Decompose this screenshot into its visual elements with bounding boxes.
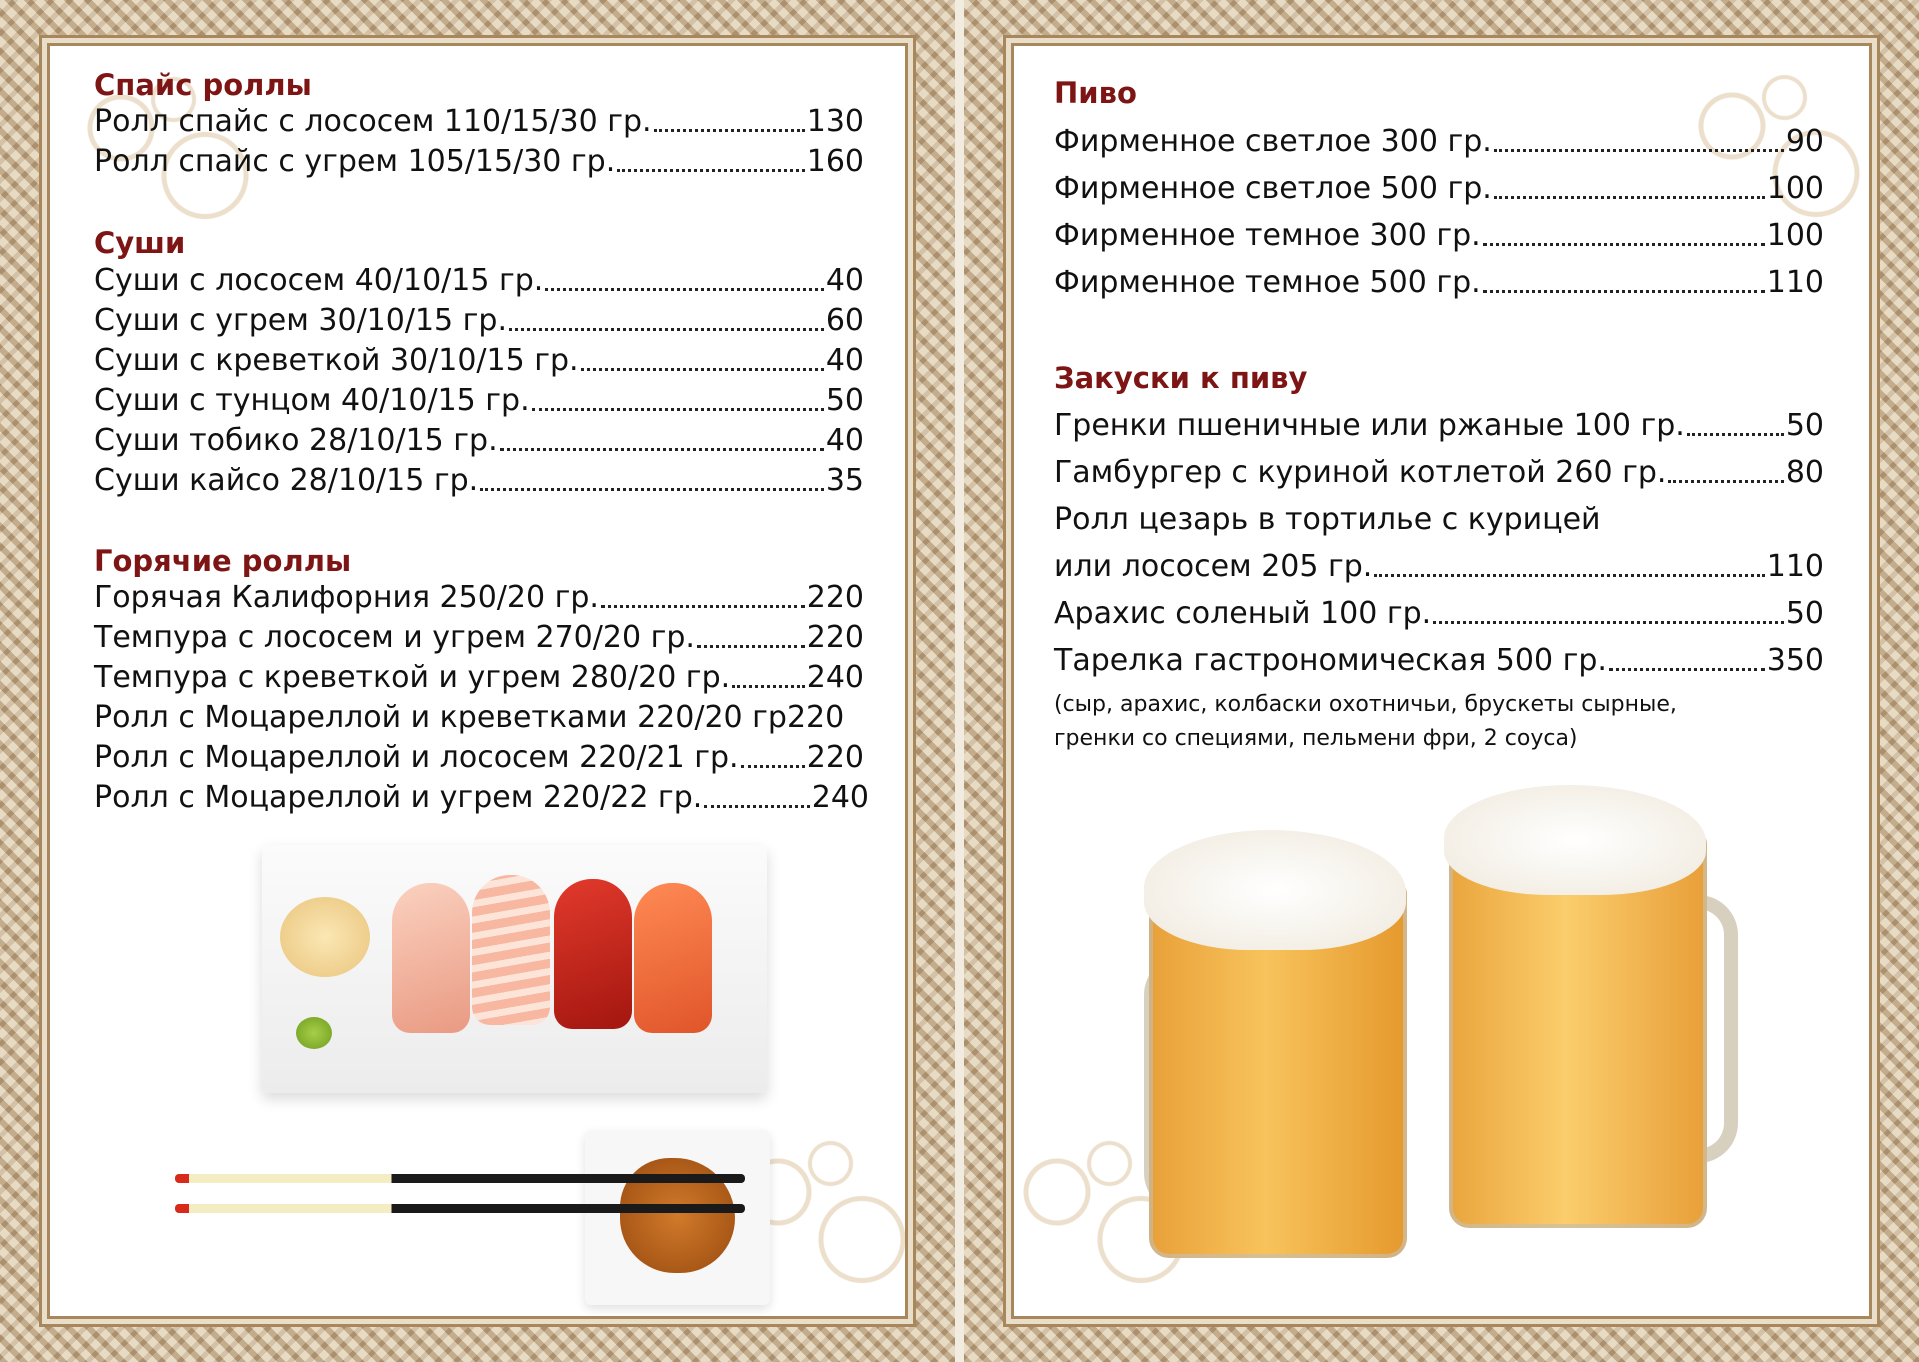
menu-item-name: Ролл цезарь в тортилье с курицей xyxy=(1054,502,1601,537)
menu-item-price: 220 xyxy=(806,580,864,615)
sushi-piece-icon xyxy=(472,875,550,1025)
menu-item xyxy=(94,104,864,139)
leader-dots xyxy=(480,488,824,491)
menu-item-price: 240 xyxy=(806,660,864,695)
leader-dots xyxy=(601,605,805,608)
leader-dots xyxy=(697,645,805,648)
section-title-beer: Пиво xyxy=(1054,76,1137,110)
chopstick-icon xyxy=(175,1204,745,1213)
chopstick-icon xyxy=(175,1174,745,1183)
menu-item-price: 40 xyxy=(825,423,864,458)
leader-dots xyxy=(500,448,824,451)
menu-item-price: 220 xyxy=(806,620,864,655)
menu-item-name: Тарелка гастрономическая 500 гр. xyxy=(1054,643,1607,678)
menu-page-left xyxy=(0,0,955,1362)
menu-item-price: 50 xyxy=(1785,596,1824,631)
menu-item-price: 40 xyxy=(825,343,864,378)
menu-item xyxy=(94,144,864,179)
menu-item-price: 110 xyxy=(1766,265,1824,300)
leader-dots xyxy=(1483,243,1765,246)
leader-dots xyxy=(732,685,805,688)
menu-item-name: Суши тобико 28/10/15 гр. xyxy=(94,423,498,458)
page-gutter xyxy=(955,0,964,1362)
menu-item-name: Суши с тунцом 40/10/15 гр. xyxy=(94,383,530,418)
menu-item xyxy=(1054,549,1824,584)
menu-item-price: 100 xyxy=(1766,218,1824,253)
menu-item-price: 350 xyxy=(1766,643,1824,678)
menu-item-price: 130 xyxy=(806,104,864,139)
menu-item-price: 220 xyxy=(786,700,845,735)
menu-item-name: Фирменное светлое 500 гр. xyxy=(1054,171,1492,206)
leader-dots xyxy=(1433,621,1784,624)
menu-item-name: Фирменное темное 300 гр. xyxy=(1054,218,1481,253)
menu-item xyxy=(94,343,864,378)
menu-item xyxy=(94,740,864,775)
ginger-icon xyxy=(280,897,370,977)
menu-item xyxy=(94,423,864,458)
menu-item xyxy=(1054,643,1824,678)
menu-item-name: Фирменное светлое 300 гр. xyxy=(1054,124,1492,159)
menu-item xyxy=(94,263,864,298)
menu-item-price: 160 xyxy=(806,144,864,179)
menu-item xyxy=(1054,596,1824,631)
leader-dots xyxy=(581,368,824,371)
menu-item xyxy=(94,660,864,695)
section-title-hot-rolls: Горячие роллы xyxy=(94,544,352,578)
leader-dots xyxy=(1483,290,1765,293)
menu-item-name: Ролл с Моцареллой и угрем 220/22 гр. xyxy=(94,780,703,815)
beer-foam-icon xyxy=(1444,785,1706,895)
menu-item-name: Ролл с Моцареллой и лососем 220/21 гр. xyxy=(94,740,739,775)
menu-item-name: Суши с лососем 40/10/15 гр. xyxy=(94,263,544,298)
menu-item xyxy=(1054,171,1824,206)
menu-item-name: Арахис соленый 100 гр. xyxy=(1054,596,1432,631)
menu-item-name: Гамбургер с куриной котлетой 260 гр. xyxy=(1054,455,1667,490)
section-title-sushi: Суши xyxy=(94,226,186,260)
section-title-beer-snacks: Закуски к пиву xyxy=(1054,361,1308,395)
menu-item xyxy=(94,303,864,338)
menu-item-name: Суши с угрем 30/10/15 гр. xyxy=(94,303,508,338)
menu-item-price: 220 xyxy=(806,740,864,775)
menu-item-name: Фирменное темное 500 гр. xyxy=(1054,265,1481,300)
menu-item-price: 240 xyxy=(811,780,869,815)
menu-item-name: Ролл спайс с лососем 110/15/30 гр. xyxy=(94,104,652,139)
chopstick-tip xyxy=(175,1174,189,1183)
leader-dots xyxy=(545,288,823,291)
menu-item-name: Гренки пшеничные или ржаные 100 гр. xyxy=(1054,408,1685,443)
leader-dots xyxy=(741,765,805,768)
wasabi-icon xyxy=(296,1017,332,1049)
menu-item xyxy=(1054,124,1824,159)
menu-item-name: Суши с креветкой 30/10/15 гр. xyxy=(94,343,579,378)
menu-item-price: 100 xyxy=(1766,171,1824,206)
menu-item-price: 50 xyxy=(825,383,864,418)
section-title-spice-rolls: Спайс роллы xyxy=(94,68,312,102)
leader-dots xyxy=(1609,668,1765,671)
sushi-photo-icon xyxy=(262,845,767,1093)
menu-item xyxy=(94,620,864,655)
chopstick-tip xyxy=(175,1204,189,1213)
menu-item-name: Темпура с лососем и угрем 270/20 гр. xyxy=(94,620,695,655)
menu-item xyxy=(1054,408,1824,443)
leader-dots xyxy=(654,129,805,132)
sushi-piece-icon xyxy=(392,883,470,1033)
menu-item-note: гренки со специями, пельмени фри, 2 соуса) xyxy=(1054,726,1578,751)
menu-item-name: или лососем 205 гр. xyxy=(1054,549,1373,584)
menu-page-right xyxy=(964,0,1919,1362)
menu-item-price: 90 xyxy=(1785,124,1824,159)
menu-item xyxy=(1054,265,1824,300)
beer-foam-icon xyxy=(1144,830,1406,950)
menu-item-name: Ролл с Моцареллой и креветками 220/20 гр xyxy=(94,700,787,735)
menu-item-name: Горячая Калифорния 250/20 гр. xyxy=(94,580,599,615)
menu-item-price: 80 xyxy=(1785,455,1824,490)
menu-item xyxy=(1054,218,1824,253)
menu-item xyxy=(94,780,869,815)
menu-item xyxy=(1054,455,1824,490)
soy-sauce-dish-photo-icon xyxy=(585,1130,770,1305)
menu-item-name: Ролл спайс с угрем 105/15/30 гр. xyxy=(94,144,616,179)
menu-item-price: 60 xyxy=(825,303,864,338)
leader-dots xyxy=(1494,196,1765,199)
leader-dots xyxy=(1374,574,1764,577)
menu-item-name: Темпура с креветкой и угрем 280/20 гр. xyxy=(94,660,731,695)
menu-item-price: 50 xyxy=(1785,408,1824,443)
sushi-piece-icon xyxy=(634,883,712,1033)
menu-item-price: 110 xyxy=(1766,549,1824,584)
sushi-piece-icon xyxy=(554,879,632,1029)
menu-item xyxy=(94,700,864,735)
leader-dots xyxy=(1668,480,1783,483)
leader-dots xyxy=(617,169,804,172)
menu-item-note: (сыр, арахис, колбаски охотничьи, брускеты сырные, xyxy=(1054,692,1677,717)
leader-dots xyxy=(704,805,809,808)
menu-item-name: Суши кайсо 28/10/15 гр. xyxy=(94,463,479,498)
menu-item xyxy=(1054,502,1824,537)
menu-item xyxy=(94,580,864,615)
menu-item xyxy=(94,383,864,418)
leader-dots xyxy=(1494,149,1784,152)
leader-dots xyxy=(532,408,824,411)
menu-item xyxy=(94,463,864,498)
menu-item-price: 40 xyxy=(825,263,864,298)
menu-item-price: 35 xyxy=(825,463,864,498)
leader-dots xyxy=(509,328,824,331)
leader-dots xyxy=(1687,433,1784,436)
